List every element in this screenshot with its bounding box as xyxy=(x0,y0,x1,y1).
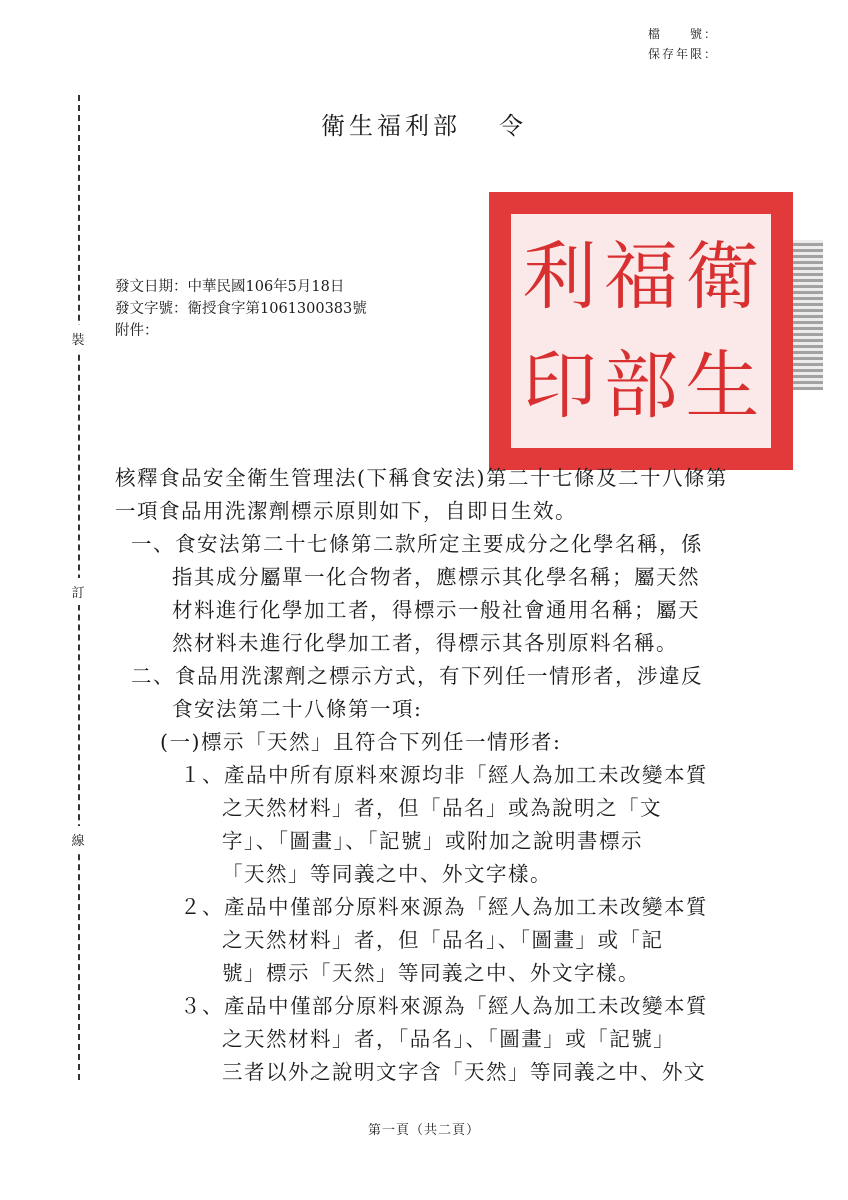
seal-char: 生 xyxy=(685,342,760,429)
numbered-line: ２、產品中僅部分原料來源為「經人為加工未改變本質 xyxy=(180,895,708,919)
edge-stamp xyxy=(793,240,823,390)
item-1 xyxy=(115,528,755,660)
official-seal xyxy=(489,192,793,470)
retention-period-label: 保存年限： xyxy=(647,47,718,61)
numbered-line: 之天然材料」者，但「品名」、「圖畫」或「記 xyxy=(222,928,664,952)
numbered-line: 號」標示「天然」等同義之中、外文字樣。 xyxy=(222,961,640,985)
seal-char: 部 xyxy=(603,342,678,429)
decree-body xyxy=(115,462,755,1089)
numbered-item-1 xyxy=(115,759,755,891)
document-type: 令 xyxy=(499,112,527,140)
numbered-line: 之天然材料」者，但「品名」或為說明之「文 xyxy=(222,796,662,820)
item-2 xyxy=(115,660,755,726)
item-line: 一、食安法第二十七條第二款所定主要成分之化學名稱，係 xyxy=(131,532,703,556)
agency-name: 衛生福利部 xyxy=(321,112,461,140)
seal-characters xyxy=(519,222,763,440)
numbered-line: 三者以外之說明文字含「天然」等同義之中、外文 xyxy=(222,1060,706,1084)
item-line: 食安法第二十八條第一項: xyxy=(172,697,423,721)
numbered-line: 「天然」等同義之中、外文字樣。 xyxy=(222,862,552,886)
item-line: 指其成分屬單一化合物者，應標示其化學名稱；屬天然 xyxy=(172,565,700,589)
item-line: 材料進行化學加工者，得標示一般社會通用名稱；屬天 xyxy=(172,598,700,622)
binding-mark-zhuang: 裝 xyxy=(64,325,92,352)
archive-fields xyxy=(648,24,718,64)
intro-line: 核釋食品安全衛生管理法(下稱食安法)第二十七條及二十八條第 xyxy=(115,466,728,490)
numbered-line: 字」、「圖畫」、「記號」或附加之說明書標示 xyxy=(222,829,643,853)
intro-line: 一項食品用洗潔劑標示原則如下，自即日生效。 xyxy=(115,499,577,523)
item-line: 二、食品用洗潔劑之標示方式，有下列任一情形者，涉違反 xyxy=(131,664,703,688)
binding-mark-ding: 訂 xyxy=(64,578,92,605)
file-number-label: 檔 號： xyxy=(647,27,718,41)
sub-item-1: (一)標示「天然」且符合下列任一情形者: xyxy=(160,730,562,754)
numbered-line: ３、產品中僅部分原料來源為「經人為加工未改變本質 xyxy=(180,994,708,1018)
document-title xyxy=(0,106,848,141)
item-line: 然材料未進行化學加工者，得標示其各別原料名稱。 xyxy=(172,631,678,655)
page-number: 第一頁（共二頁） xyxy=(367,1123,480,1138)
issue-date: 發文日期：中華民國106年5月18日 xyxy=(115,279,345,295)
numbered-item-3 xyxy=(115,990,755,1089)
attachment-label: 附件： xyxy=(115,323,159,339)
reference-number: 發文字號：衛授食字第1061300383號 xyxy=(115,301,367,317)
seal-char: 衛 xyxy=(685,233,760,320)
numbered-line: １、產品中所有原料來源均非「經人為加工未改變本質 xyxy=(180,763,708,787)
seal-char: 福 xyxy=(603,233,678,320)
numbered-item-2 xyxy=(115,891,755,990)
issue-metadata xyxy=(115,276,367,342)
seal-char: 印 xyxy=(522,342,597,429)
numbered-line: 之天然材料」者，「品名」、「圖畫」或「記號」 xyxy=(222,1027,676,1051)
seal-char: 利 xyxy=(522,233,597,320)
binding-mark-xian: 線 xyxy=(64,826,92,853)
